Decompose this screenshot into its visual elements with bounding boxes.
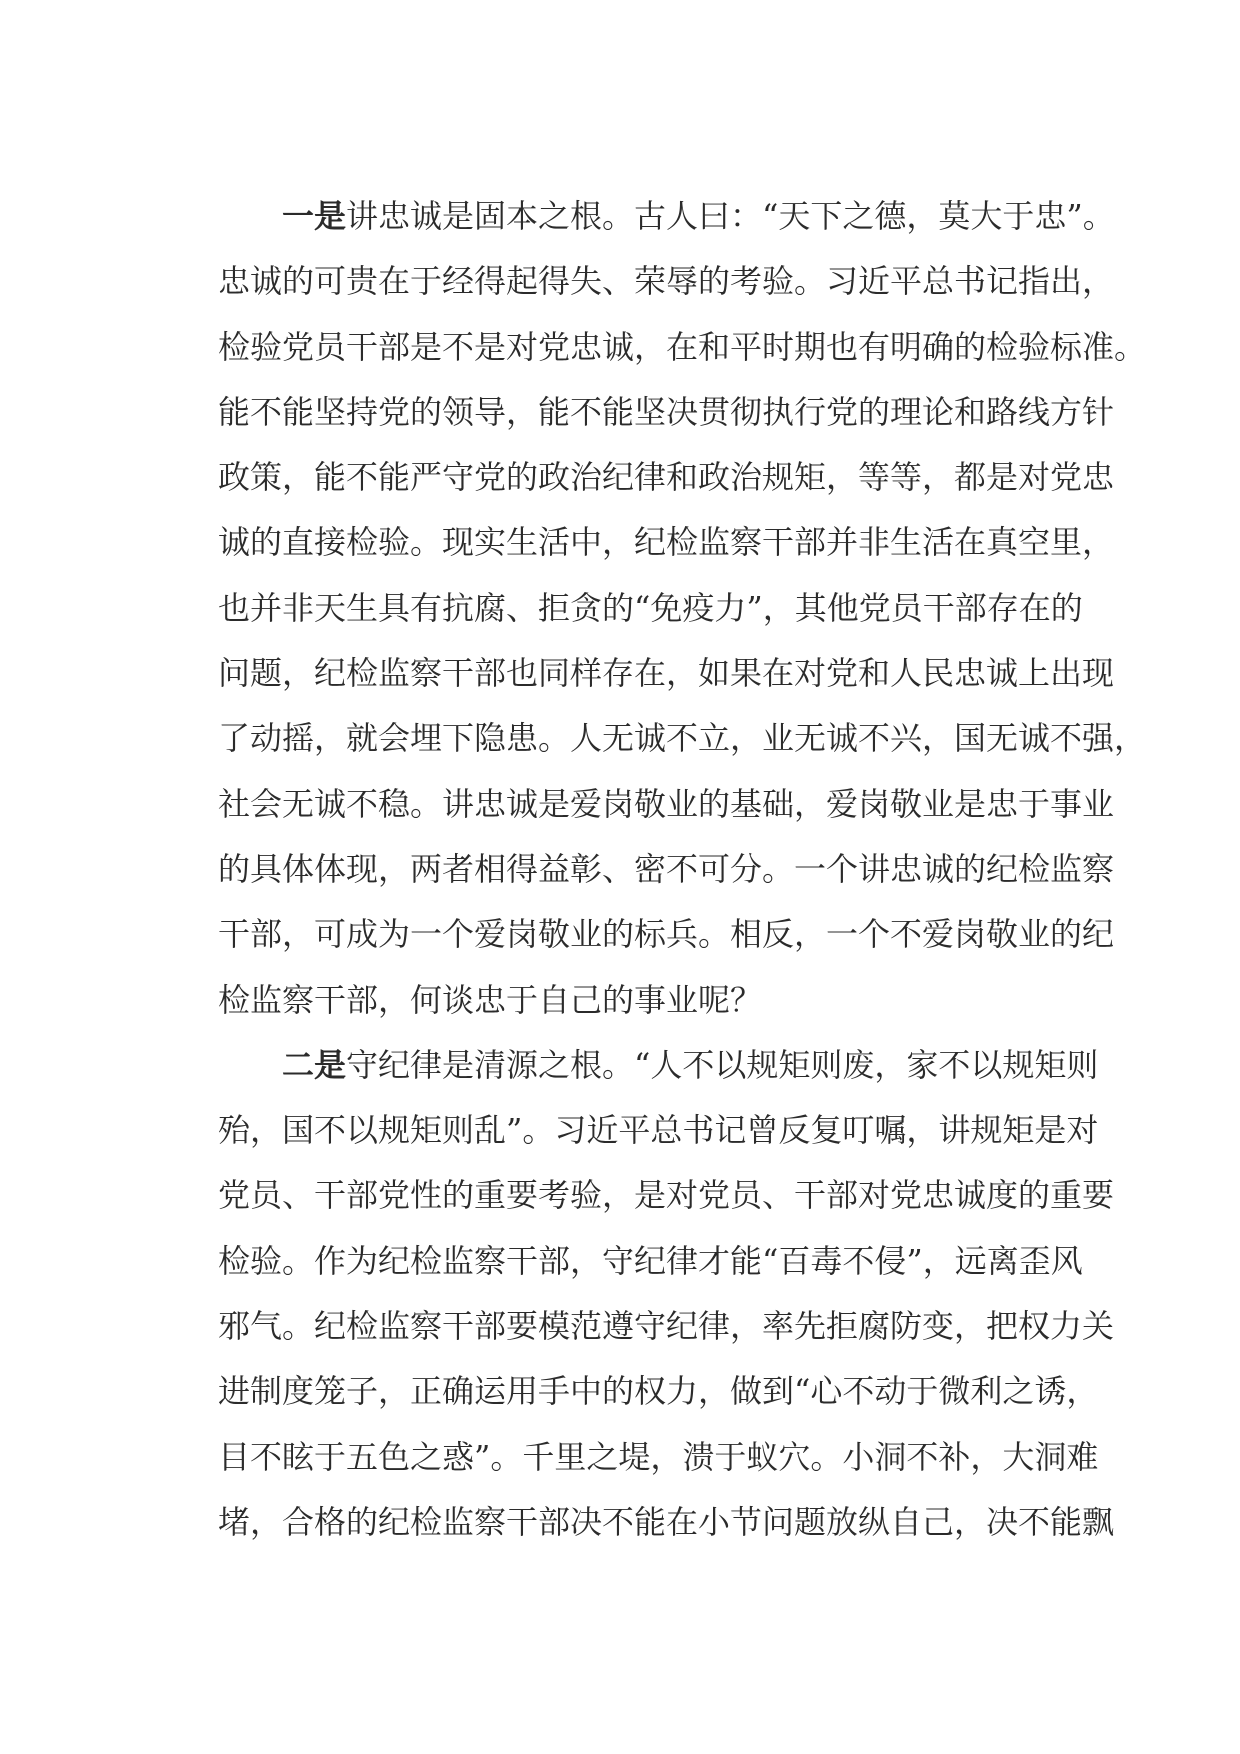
text-line: 殆，国不以规矩则乱”。习近平总书记曾反复叮嘱，讲规矩是对 bbox=[218, 1111, 1099, 1150]
text-line: 政策，能不能严守党的政治纪律和政治规矩，等等，都是对党忠 bbox=[218, 458, 1115, 497]
text-line: 能不能坚持党的领导，能不能坚决贯彻执行党的理论和路线方针 bbox=[218, 392, 1115, 431]
paragraph-lead: 二是 bbox=[282, 1045, 347, 1084]
text-line: 检验党员干部是不是对党忠诚，在和平时期也有明确的检验标准。 bbox=[218, 327, 1147, 366]
text-line: 诚的直接检验。现实生活中，纪检监察干部并非生活在真空里， bbox=[218, 523, 1115, 562]
text-line: 二是守纪律是清源之根。“人不以规矩则废，家不以规矩则 bbox=[282, 1045, 1099, 1084]
text-line: 社会无诚不稳。讲忠诚是爱岗敬业的基础，爱岗敬业是忠于事业 bbox=[218, 784, 1115, 823]
body-text bbox=[154, 184, 1147, 1555]
paragraph-loyalty bbox=[154, 184, 1147, 1033]
text-line: 忠诚的可贵在于经得起得失、荣辱的考验。习近平总书记指出， bbox=[218, 262, 1115, 301]
text-line: 进制度笼子，正确运用手中的权力，做到“心不动于微利之诱， bbox=[218, 1372, 1099, 1411]
text-line: 检验。作为纪检监察干部，守纪律才能“百毒不侵”，远离歪风 bbox=[218, 1241, 1083, 1280]
text-line: 目不眩于五色之惑”。千里之堤，溃于蚁穴。小洞不补，大洞难 bbox=[218, 1437, 1099, 1476]
text-line: 的具体体现，两者相得益彰、密不可分。一个讲忠诚的纪检监察 bbox=[218, 849, 1115, 888]
text-line: 邪气。纪检监察干部要模范遵守纪律，率先拒腐防变，把权力关 bbox=[218, 1307, 1115, 1346]
text-line: 了动摇，就会埋下隐患。人无诚不立，业无诚不兴，国无诚不强， bbox=[218, 719, 1147, 758]
text-line: 检监察干部，何谈忠于自己的事业呢？ bbox=[218, 980, 763, 1019]
text-line: 一是讲忠诚是固本之根。古人曰：“天下之德，莫大于忠”。 bbox=[282, 197, 1115, 235]
paragraph-discipline bbox=[154, 1033, 1115, 1555]
text-line: 堵，合格的纪检监察干部决不能在小节问题放纵自己，决不能飘 bbox=[218, 1502, 1115, 1541]
text-line: 也并非天生具有抗腐、拒贪的“免疫力”，其他党员干部存在的 bbox=[218, 588, 1083, 627]
text-line: 干部，可成为一个爱岗敬业的标兵。相反，一个不爱岗敬业的纪 bbox=[218, 915, 1115, 954]
text-line: 问题，纪检监察干部也同样存在，如果在对党和人民忠诚上出现 bbox=[218, 654, 1115, 693]
paragraph-lead: 一是 bbox=[282, 197, 347, 235]
text-line: 党员、干部党性的重要考验，是对党员、干部对党忠诚度的重要 bbox=[218, 1176, 1115, 1215]
